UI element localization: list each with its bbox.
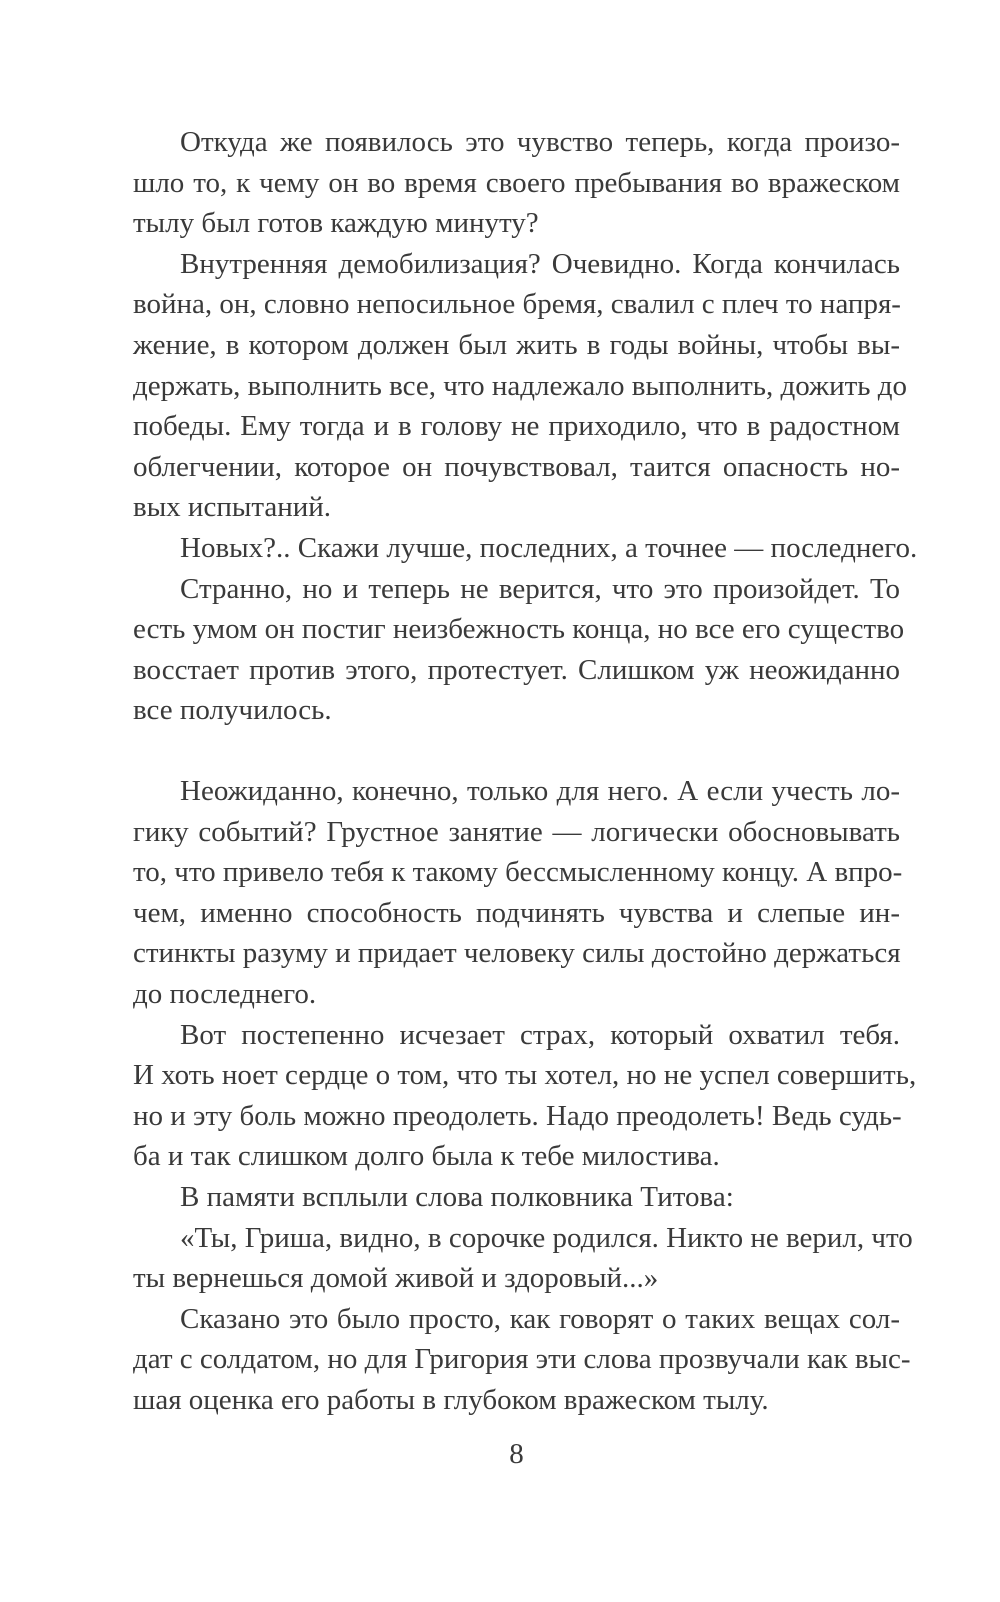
text-line: дат с солдатом, но для Григория эти слова прозвучали как выс-	[133, 1343, 911, 1376]
paragraph	[133, 528, 918, 569]
text-line: то, что привело тебя к такому бессмысленному концу. А впро-	[133, 856, 903, 889]
text-line: шло то, к чему он во время своего пребывания во вражеском	[133, 166, 900, 199]
text-line: шая оценка его работы в глубоком вражеском тылу.	[133, 1383, 769, 1416]
paragraph	[133, 1299, 911, 1421]
text-line: В памяти всплыли слова полковника Титова:	[180, 1180, 734, 1213]
text-line: Внутренняя демобилизация? Очевидно. Когда кончилась	[180, 247, 900, 280]
text-line: Новых?.. Скажи лучше, последних, а точнее — последнего.	[180, 531, 918, 564]
paragraph	[133, 1218, 913, 1299]
text-line: есть умом он постиг неизбежность конца, но все его существо	[133, 613, 905, 646]
paragraph	[133, 771, 903, 1015]
text-line: победы. Ему тогда и в голову не приходило, что в радостном	[133, 410, 900, 443]
text-line: ты вернешься домой живой и здоровый...»	[133, 1262, 659, 1295]
text-line: война, он, словно непосильное бремя, свалил с плеч то напря-	[133, 288, 901, 321]
text-section-second	[133, 771, 917, 1421]
text-line: держать, выполнить все, что надлежало выполнить, дожить до	[133, 369, 907, 402]
paragraph	[133, 244, 907, 528]
text-line: Вот постепенно исчезает страх, который охватил тебя.	[180, 1018, 900, 1051]
text-line: Сказано это было просто, как говорят о таких вещах сол-	[180, 1302, 900, 1335]
text-line: гику событий? Грустное занятие — логически обосновывать	[133, 815, 900, 848]
text-line: но и эту боль можно преодолеть. Надо преодолеть! Ведь судь-	[133, 1099, 902, 1132]
text-line: облегчении, которое он почувствовал, таится опасность но-	[133, 450, 900, 483]
text-line: вых испытаний.	[133, 491, 332, 524]
text-line: тылу был готов каждую минуту?	[133, 207, 539, 240]
paragraph	[133, 569, 905, 731]
text-line: все получилось.	[133, 694, 332, 727]
paragraph	[133, 122, 900, 244]
text-line: стинкты разуму и придает человеку силы достойно держаться	[133, 937, 901, 970]
text-line: «Ты, Гриша, видно, в сорочке родился. Никто не верил, что	[180, 1221, 913, 1254]
text-line: до последнего.	[133, 977, 317, 1010]
paragraph	[133, 1177, 900, 1218]
paragraph	[133, 1015, 917, 1177]
text-line: Неожиданно, конечно, только для него. А если учесть ло-	[180, 775, 900, 807]
page-number: 8	[509, 1438, 524, 1470]
text-section-first	[133, 122, 918, 731]
text-line: жение, в котором должен был жить в годы войны, чтобы вы-	[133, 328, 900, 361]
text-line: Откуда же появилось это чувство теперь, когда произо-	[180, 126, 900, 158]
text-line: И хоть ноет сердце о том, что ты хотел, но не успел совершить,	[133, 1059, 917, 1092]
text-line: ба и так слишком долго была к тебе милостива.	[133, 1140, 720, 1173]
text-line: Странно, но и теперь не верится, что это произойдет. То	[180, 572, 900, 605]
text-line: восстает против этого, протестует. Слишком уж неожиданно	[133, 653, 900, 686]
text-line: чем, именно способность подчинять чувства и слепые ин-	[133, 896, 900, 929]
